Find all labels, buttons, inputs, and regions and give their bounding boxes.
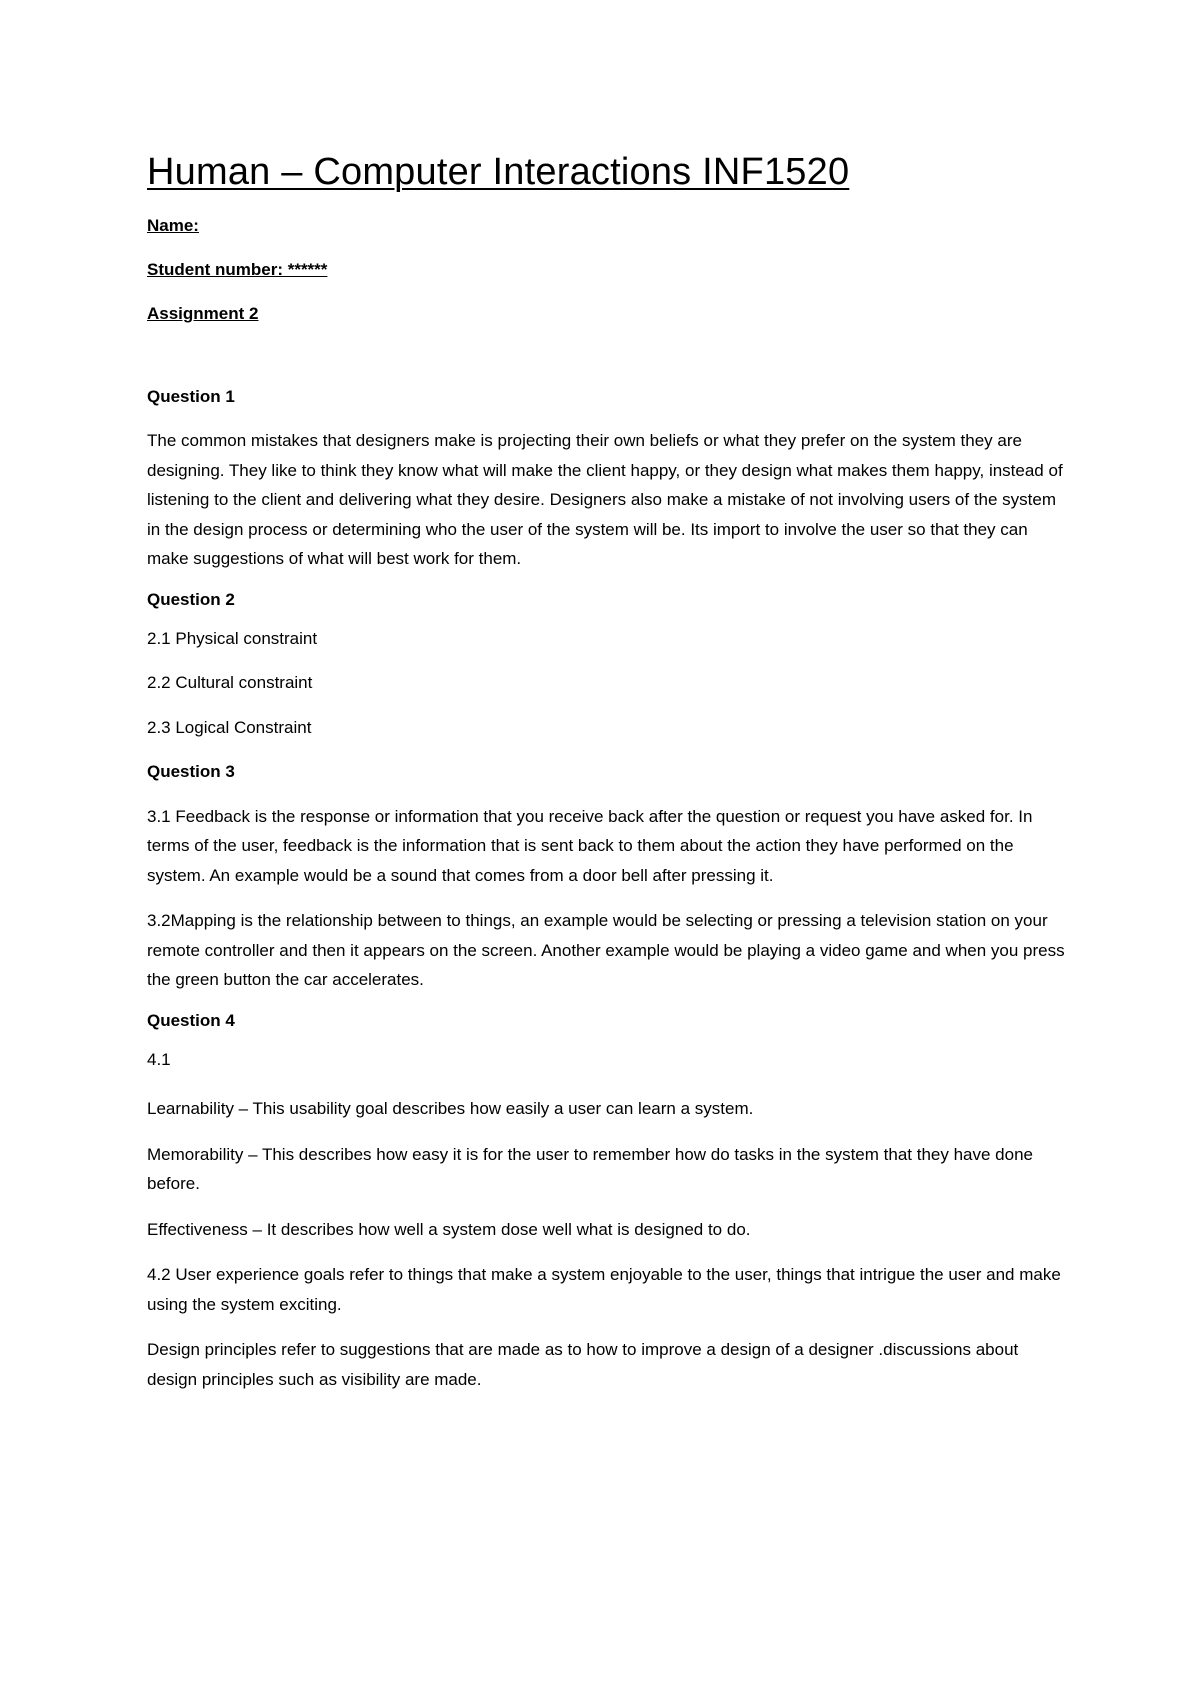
question-4-heading: Question 4 bbox=[147, 1010, 235, 1030]
question-4-effectiveness: Effectiveness – It describes how well a system dose well what is designed to do. bbox=[147, 1219, 751, 1239]
question-3-heading: Question 3 bbox=[147, 762, 235, 782]
document-page bbox=[147, 150, 1067, 1410]
question-4-learnability: Learnability – This usability goal describes how easily a user can learn a system. bbox=[147, 1099, 754, 1119]
question-1-heading: Question 1 bbox=[147, 386, 235, 406]
question-4-memorability: Memorability – This describes how easy it is for the user to remember how do tasks in the system that they have done before. bbox=[147, 1144, 1033, 1194]
question-4-design-principles: Design principles refer to suggestions that are made as to how to improve a design of a designer .discussions about design principles such as visibility are made. bbox=[147, 1340, 1019, 1389]
question-1-answer: The common mistakes that designers make is projecting their own beliefs or what they prefer on the system they are designing. They like to think they know what will make the client happy, or they design what makes them happy, instead of listening to the client and delivering what they desire. Designers also make a mistake of not involving users of the system in the design process or determining who the user of the system will be. Its import to involve the user so that they can make suggestions of what will best work for them. bbox=[147, 431, 1063, 569]
question-4-ux-goals: 4.2 User experience goals refer to things that make a system enjoyable to the user, things that intrigue the user and make using the system exciting. bbox=[147, 1265, 1061, 1314]
question-4-sub-1: 4.1 bbox=[147, 1050, 171, 1069]
question-2-item-cultural: 2.2 Cultural constraint bbox=[147, 673, 313, 693]
student-number: Student number: ****** bbox=[147, 259, 328, 279]
page-title: Human – Computer Interactions INF1520 bbox=[147, 151, 850, 193]
question-2-heading: Question 2 bbox=[147, 589, 235, 609]
assignment-label: Assignment 2 bbox=[147, 304, 259, 324]
question-3-mapping: 3.2Mapping is the relationship between to things, an example would be selecting or pressing a television station on your remote controller and then it appears on the screen. Another example would be playing a video game and when you press the green button the car accelerates. bbox=[147, 911, 1065, 990]
question-2-item-physical: 2.1 Physical constraint bbox=[147, 629, 318, 649]
question-2-item-logical: 2.3 Logical Constraint bbox=[147, 717, 312, 737]
question-3-feedback: 3.1 Feedback is the response or information that you receive back after the question or request you have asked for. In terms of the user, feedback is the information that is sent back to them about the action they have performed on the system. An example would be a sound that comes from a door bell after pressing it. bbox=[147, 806, 1033, 885]
name-label: Name: bbox=[147, 215, 199, 235]
